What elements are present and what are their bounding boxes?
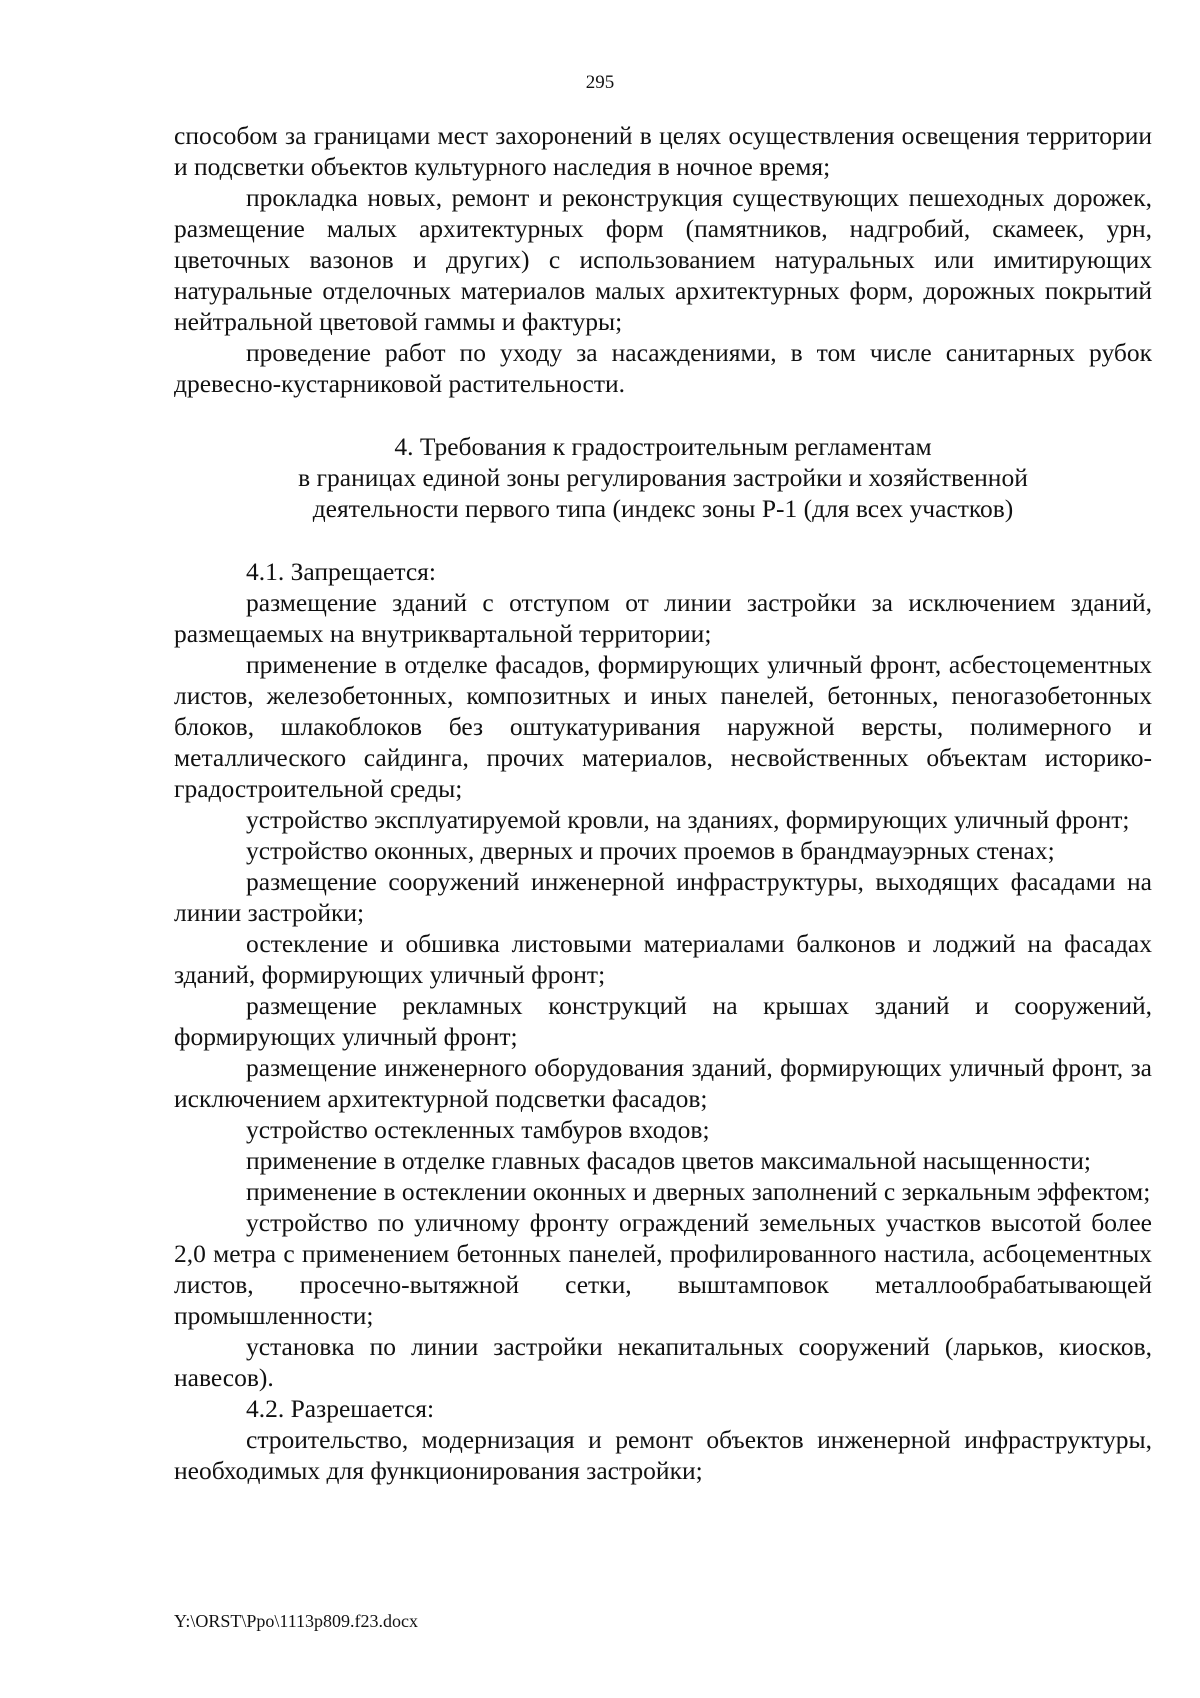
document-body <box>174 120 1152 1486</box>
list-item: устройство по уличному фронту ограждений земельных участков высотой более 2,0 метра с применением бетонных панелей, профилированного настила, асбоцементных листов, просечно-вытяжной сетки, выштамповок металлообрабатывающей промышленности; <box>174 1208 1152 1330</box>
list-item: установка по линии застройки некапитальных сооружений (ларьков, киосков, навесов). <box>174 1332 1152 1392</box>
list-item: применение в остеклении оконных и дверных заполнений с зеркальным эффектом; <box>246 1177 1151 1206</box>
list-item: устройство эксплуатируемой кровли, на зданиях, формирующих уличный фронт; <box>246 805 1130 834</box>
list-item: размещение зданий с отступом от линии застройки за исключением зданий, размещаемых на внутриквартальной территории; <box>174 588 1152 648</box>
list-item: устройство оконных, дверных и прочих проемов в брандмауэрных стенах; <box>246 836 1055 865</box>
document-footer-path: Y:\ORST\Ppo\1113p809.f23.docx <box>174 1611 419 1631</box>
subsection-title: 4.2. Разрешается: <box>246 1394 435 1423</box>
list-item: размещение сооружений инженерной инфраструктуры, выходящих фасадами на линии застройки; <box>174 867 1152 927</box>
list-item: устройство остекленных тамбуров входов; <box>246 1115 710 1144</box>
subsection-title: 4.1. Запрещается: <box>246 557 436 586</box>
heading-line: 4. Требования к градостроительным регламентам <box>394 432 932 461</box>
heading-line: в границах единой зоны регулирования застройки и хозяйственной <box>298 463 1028 492</box>
list-item: применение в отделке главных фасадов цветов максимальной насыщенности; <box>246 1146 1091 1175</box>
list-item: остекление и обшивка листовыми материалами балконов и лоджий на фасадах зданий, формирующих уличный фронт; <box>174 929 1152 989</box>
list-item: размещение инженерного оборудования зданий, формирующих уличный фронт, за исключением архитектурной подсветки фасадов; <box>174 1053 1152 1113</box>
list-item: строительство, модернизация и ремонт объектов инженерной инфраструктуры, необходимых для функционирования застройки; <box>174 1425 1152 1485</box>
heading-line: деятельности первого типа (индекс зоны Р-1 (для всех участков) <box>312 494 1014 523</box>
page-number: 295 <box>585 72 615 93</box>
section-heading <box>174 431 1152 524</box>
paragraph: способом за границами мест захоронений в целях осуществления освещения территории и подсветки объектов культурного наследия в ночное время; <box>174 121 1152 181</box>
list-item: применение в отделке фасадов, формирующих уличный фронт, асбестоцементных листов, железобетонных, композитных и иных панелей, бетонных, пеногазобетонных блоков, шлакоблоков без оштукатуривания наружной версты, полимерного и металлического сайдинга, прочих материалов, несвойственных объектам историко-градостроительной среды; <box>174 650 1152 803</box>
list-item: размещение рекламных конструкций на крышах зданий и сооружений, формирующих уличный фронт; <box>174 991 1152 1051</box>
paragraph: прокладка новых, ремонт и реконструкция существующих пешеходных дорожек, размещение малых архитектурных форм (памятников, надгробий, скамеек, урн, цветочных вазонов и других) с использованием натуральных или имитирующих натуральные отделочных материалов малых архитектурных форм, дорожных покрытий нейтральной цветовой гаммы и фактуры; <box>174 183 1152 336</box>
paragraph: проведение работ по уходу за насаждениями, в том числе санитарных рубок древесно-кустарниковой растительности. <box>174 338 1152 398</box>
